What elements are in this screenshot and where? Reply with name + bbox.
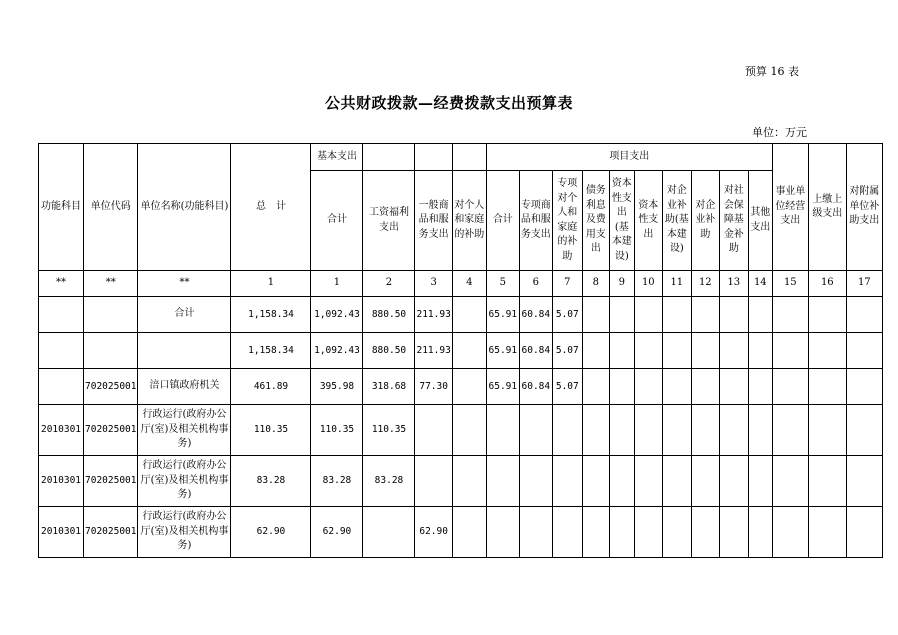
col-header-unit-name: 单位名称(功能科目) [138,144,231,271]
amount-cell [582,507,609,558]
amount-cell [486,405,519,456]
amount-cell [719,456,748,507]
amount-cell [452,456,486,507]
col-header-project-goods: 专项商品和服务支出 [519,171,552,271]
table-row [39,369,883,405]
unit-name-cell: 行政运行(政府办公厅(室)及相关机构事务) [138,405,231,456]
column-index-cell: 5 [486,271,519,297]
col-header-capital: 资本性支出 [634,171,662,271]
budget-table [38,143,883,558]
amount-cell [609,456,634,507]
amount-cell [719,405,748,456]
amount-cell [719,507,748,558]
func-code-cell [39,369,84,405]
table-row [39,333,883,369]
column-index-cell: 1 [311,271,363,297]
amount-cell [772,297,808,333]
column-index-cell: 14 [748,271,772,297]
amount-cell [415,405,452,456]
amount-cell [552,456,582,507]
col-header-project-total: 合计 [486,171,519,271]
amount-cell [808,297,846,333]
amount-cell: 1,092.43 [311,333,363,369]
amount-cell [519,507,552,558]
group-header-project: 项目支出 [486,144,772,171]
amount-cell [662,456,691,507]
amount-cell [691,507,719,558]
amount-cell [719,297,748,333]
column-index-cell: ** [84,271,138,297]
amount-cell: 5.07 [552,369,582,405]
unit-code-cell [84,297,138,333]
amount-cell [452,333,486,369]
column-index-cell: 7 [552,271,582,297]
amount-cell [634,507,662,558]
amount-cell: 83.28 [231,456,311,507]
amount-cell: 62.90 [231,507,311,558]
unit-code-cell: 702025001 [84,369,138,405]
col-header-social-security: 对社会保障基金补助 [719,171,748,271]
amount-cell: 60.84 [519,297,552,333]
amount-cell [808,369,846,405]
column-index-cell: 4 [452,271,486,297]
amount-cell [808,333,846,369]
amount-cell [634,297,662,333]
table-row [39,507,883,558]
col-header-basic-total: 合计 [311,171,363,271]
amount-cell: 110.35 [311,405,363,456]
func-code-cell: 2010301 [39,405,84,456]
amount-cell [748,507,772,558]
column-index-cell: 12 [691,271,719,297]
amount-cell [519,456,552,507]
column-index-row [39,271,883,297]
amount-cell [452,369,486,405]
amount-cell [748,297,772,333]
table-row [39,297,883,333]
unit-code-cell [84,333,138,369]
amount-cell [748,369,772,405]
amount-cell [634,405,662,456]
unit-name-cell: 行政运行(政府办公厅(室)及相关机构事务) [138,507,231,558]
col-header-enterprise-construction: 对企业补助(基本建设) [662,171,691,271]
table-row [39,405,883,456]
amount-cell [846,297,882,333]
amount-cell [846,369,882,405]
amount-cell: 880.50 [363,297,415,333]
amount-cell [486,507,519,558]
col-header-total: 总 计 [231,144,311,271]
amount-cell [662,369,691,405]
amount-cell [582,297,609,333]
amount-cell [846,507,882,558]
amount-cell [748,405,772,456]
column-index-cell: 10 [634,271,662,297]
unit-label: 单位：万元 [752,126,807,139]
amount-cell [772,456,808,507]
column-index-cell: 13 [719,271,748,297]
col-header-debt-interest: 债务利息及费用支出 [582,171,609,271]
col-header-enterprise: 对企业补助 [691,171,719,271]
column-index-cell: 3 [415,271,452,297]
amount-cell: 1,092.43 [311,297,363,333]
amount-cell [363,507,415,558]
amount-cell: 60.84 [519,333,552,369]
amount-cell: 62.90 [415,507,452,558]
amount-cell [452,507,486,558]
amount-cell [609,507,634,558]
amount-cell [691,405,719,456]
col-header-func-code: 功能科目 [39,144,84,271]
amount-cell [846,333,882,369]
amount-cell [634,333,662,369]
amount-cell [519,405,552,456]
group-header-basic: 基本支出 [311,144,363,171]
amount-cell: 65.91 [486,333,519,369]
amount-cell: 65.91 [486,369,519,405]
amount-cell [772,369,808,405]
amount-cell [719,369,748,405]
amount-cell [552,507,582,558]
amount-cell: 83.28 [363,456,415,507]
amount-cell: 211.93 [415,297,452,333]
amount-cell: 5.07 [552,333,582,369]
amount-cell [846,456,882,507]
amount-cell [452,405,486,456]
amount-cell: 1,158.34 [231,333,311,369]
amount-cell: 5.07 [552,297,582,333]
col-header-capital-construction: 资本性支出(基本建设) [609,171,634,271]
col-header-remit-upper: 上缴上级支出 [808,144,846,271]
amount-cell [609,297,634,333]
amount-cell [582,405,609,456]
col-header-subsidiary: 对附属单位补助支出 [846,144,882,271]
page-title: 公共财政拨款—经费拨款支出预算表 [324,94,573,112]
func-code-cell: 2010301 [39,456,84,507]
amount-cell: 110.35 [363,405,415,456]
col-header-other: 其他支出 [748,171,772,271]
amount-cell: 880.50 [363,333,415,369]
column-index-cell: 6 [519,271,552,297]
column-index-cell: 2 [363,271,415,297]
amount-cell [582,369,609,405]
col-header-project-personal: 专项对个人和家庭的补助 [552,171,582,271]
func-code-cell [39,297,84,333]
column-index-cell: 1 [231,271,311,297]
amount-cell: 77.30 [415,369,452,405]
amount-cell [691,333,719,369]
amount-cell: 318.68 [363,369,415,405]
group-header-blank [363,144,415,171]
func-code-cell: 2010301 [39,507,84,558]
form-number: 预算 16 表 [745,65,799,78]
col-header-unit-code: 单位代码 [84,144,138,271]
amount-cell: 83.28 [311,456,363,507]
amount-cell [691,456,719,507]
col-header-personal: 对个人和家庭的补助 [452,171,486,271]
func-code-cell [39,333,84,369]
amount-cell [808,405,846,456]
unit-name-cell: 涪口镇政府机关 [138,369,231,405]
amount-cell [452,297,486,333]
amount-cell: 1,158.34 [231,297,311,333]
amount-cell [662,405,691,456]
amount-cell [748,333,772,369]
amount-cell [719,333,748,369]
amount-cell [772,507,808,558]
col-header-public-institution: 事业单位经营支出 [772,144,808,271]
unit-name-cell: 行政运行(政府办公厅(室)及相关机构事务) [138,456,231,507]
table-row [39,456,883,507]
column-index-cell: 17 [846,271,882,297]
amount-cell: 62.90 [311,507,363,558]
column-index-cell: 15 [772,271,808,297]
amount-cell: 60.84 [519,369,552,405]
column-index-cell: 11 [662,271,691,297]
column-index-cell: ** [138,271,231,297]
amount-cell [662,507,691,558]
amount-cell [772,333,808,369]
amount-cell [415,456,452,507]
col-header-salary: 工资福利支出 [363,171,415,271]
amount-cell [634,369,662,405]
amount-cell [609,369,634,405]
amount-cell [691,369,719,405]
amount-cell [634,456,662,507]
amount-cell: 65.91 [486,297,519,333]
column-index-cell: ** [39,271,84,297]
amount-cell [662,333,691,369]
amount-cell: 110.35 [231,405,311,456]
unit-code-cell: 702025001 [84,507,138,558]
amount-cell [748,456,772,507]
amount-cell: 461.89 [231,369,311,405]
amount-cell [582,456,609,507]
amount-cell [691,297,719,333]
amount-cell [808,456,846,507]
amount-cell [552,405,582,456]
unit-name-cell: 合计 [138,297,231,333]
amount-cell [662,297,691,333]
column-index-cell: 8 [582,271,609,297]
column-index-cell: 16 [808,271,846,297]
amount-cell [609,405,634,456]
amount-cell: 395.98 [311,369,363,405]
amount-cell [609,333,634,369]
unit-code-cell: 702025001 [84,405,138,456]
col-header-general-goods: 一般商品和服务支出 [415,171,452,271]
amount-cell [486,456,519,507]
amount-cell [582,333,609,369]
group-header-blank [415,144,452,171]
column-index-cell: 9 [609,271,634,297]
amount-cell [846,405,882,456]
amount-cell [808,507,846,558]
unit-name-cell [138,333,231,369]
amount-cell: 211.93 [415,333,452,369]
group-header-blank [452,144,486,171]
unit-code-cell: 702025001 [84,456,138,507]
amount-cell [772,405,808,456]
